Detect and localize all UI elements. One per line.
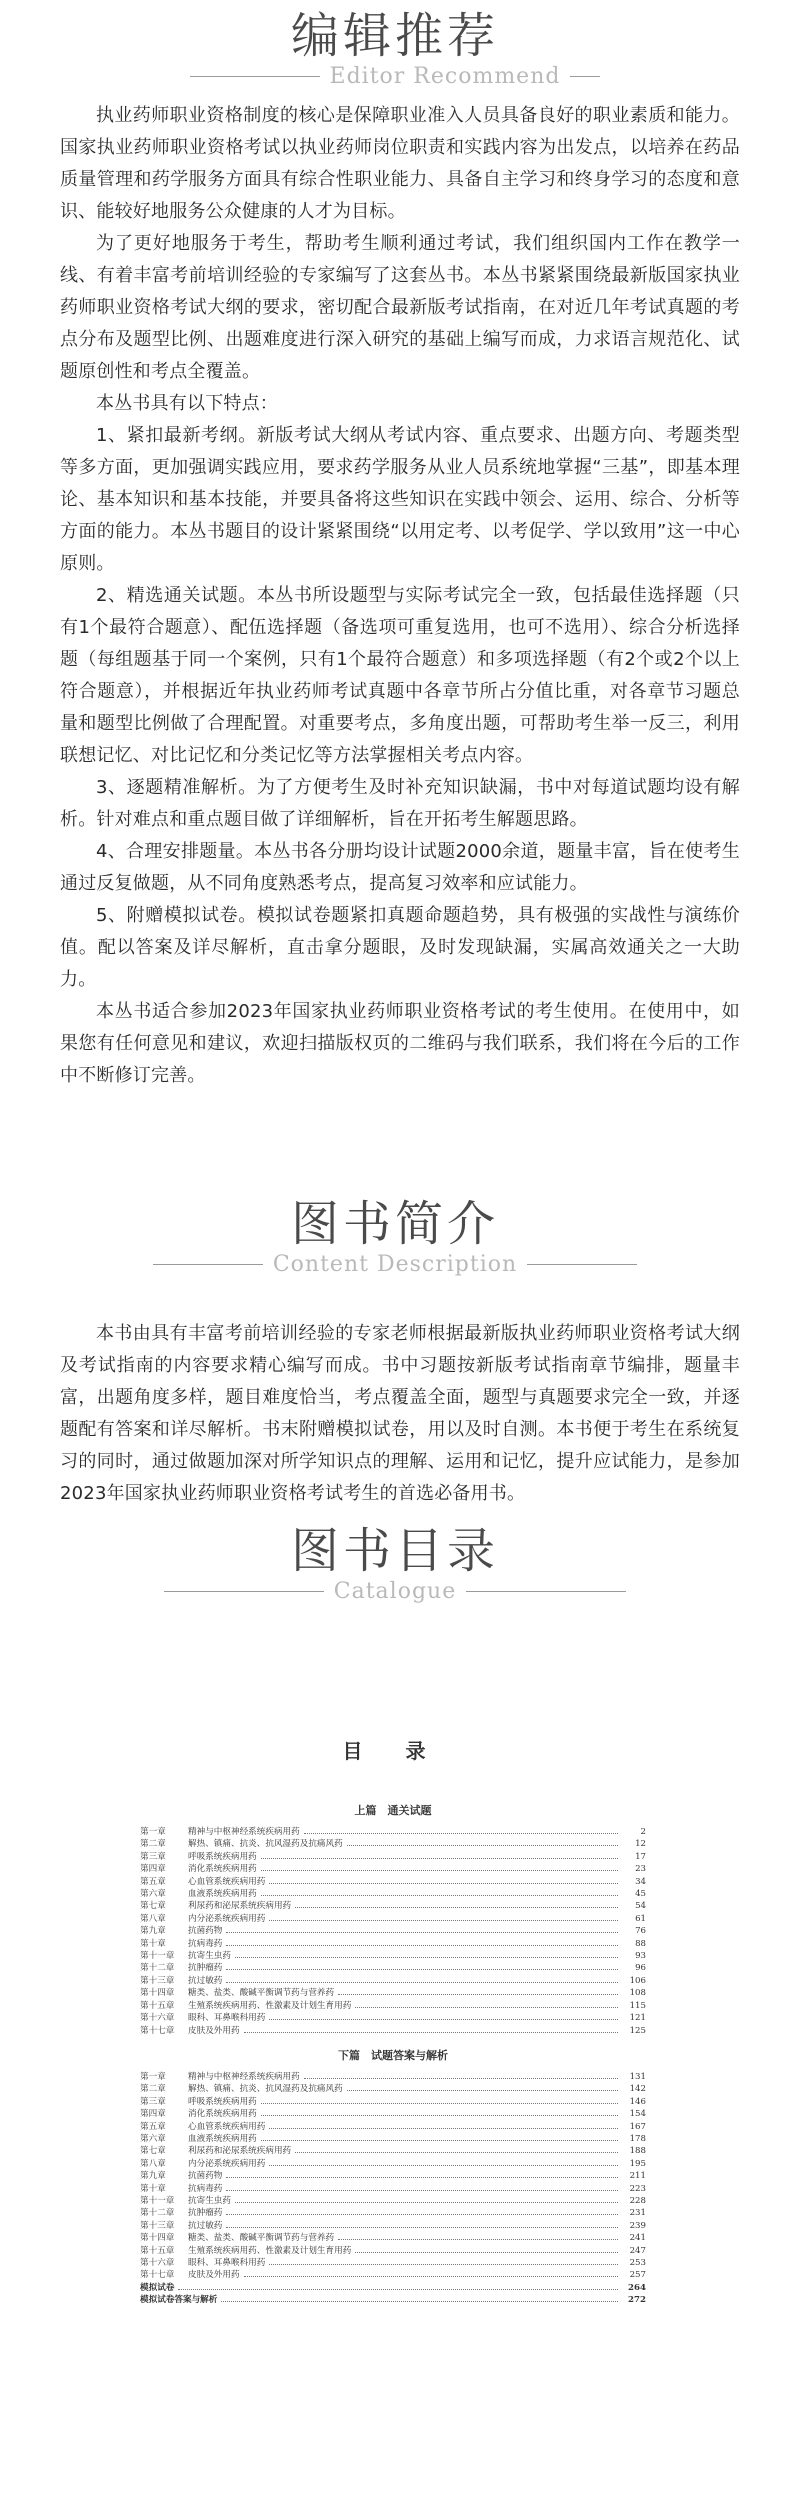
- toc-row: [140, 1888, 646, 1900]
- editor-paragraph: 4、合理安排题量。本丛书各分册均设计试题2000余道，题量丰富，旨在使考生通过反复做题，从不同角度熟悉考点，提高复习效率和应试能力。: [60, 841, 740, 894]
- toc-page-number: 195: [629, 2158, 646, 2169]
- toc-chapter-number: 第九章: [140, 1926, 166, 1937]
- toc-page-number: 93: [635, 1951, 646, 1962]
- toc-row: [140, 2012, 646, 2024]
- toc-chapter-name: 心血管系统疾病用药: [188, 2121, 266, 2132]
- toc-chapter-number: 第十三章: [140, 1975, 175, 1986]
- toc-leader-dots: [295, 1906, 618, 1908]
- toc-page-number: 115: [629, 2000, 646, 2011]
- toc-leader-dots: [261, 1869, 618, 1871]
- toc-leader-dots: [261, 1894, 618, 1896]
- toc-leader-dots: [178, 2288, 618, 2290]
- toc-row: [140, 1851, 646, 1863]
- toc-leader-dots: [226, 1968, 618, 1970]
- toc-chapter-number: 第七章: [140, 1901, 166, 1912]
- toc-leader-dots: [269, 1919, 618, 1921]
- toc-page-number: 247: [629, 2245, 646, 2256]
- toc-row: [140, 1876, 646, 1888]
- toc-chapter-name: 眼科、耳鼻喉科用药: [188, 2013, 266, 2024]
- toc-chapter-number: 第一章: [140, 1827, 166, 1837]
- toc-chapter-name: 解热、镇痛、抗炎、抗风湿药及抗痛风药: [188, 1839, 343, 1850]
- catalogue-heading: [0, 1523, 790, 1604]
- toc-row: [140, 1962, 646, 1974]
- editor-paragraph: 3、逐题精准解析。为了方便考生及时补充知识缺漏，书中对每道试题均设有解析。针对难点和重点题目做了详细解析，旨在开拓考生解题思路。: [60, 777, 740, 830]
- toc-row: [140, 2145, 646, 2157]
- toc-page-number: 34: [635, 1876, 646, 1887]
- toc-leader-dots: [261, 1857, 618, 1859]
- toc-page-number: 188: [629, 2146, 646, 2157]
- toc-page-number: 12: [635, 1839, 646, 1850]
- toc-row: [140, 2000, 646, 2012]
- toc-row: [140, 2183, 646, 2195]
- toc-page-number: 228: [629, 2195, 646, 2206]
- toc-row: [140, 1863, 646, 1875]
- toc-chapter-number: 第六章: [140, 2133, 166, 2144]
- toc-leader-dots: [269, 2018, 618, 2020]
- toc-row: [140, 2245, 646, 2257]
- editor-heading: [0, 8, 790, 89]
- toc-leader-dots: [226, 2189, 618, 2191]
- toc-chapter-name: 消化系统疾病用药: [188, 2109, 257, 2120]
- toc-page-number: 76: [635, 1926, 646, 1937]
- toc-chapter-number: 第四章: [140, 1864, 166, 1875]
- toc-row: [140, 2282, 646, 2294]
- heading-rule-left: [153, 1264, 263, 1265]
- toc-chapter-name: 糖类、盐类、酸碱平衡调节药与营养药: [188, 2233, 335, 2244]
- toc-row: [140, 1900, 646, 1912]
- toc-chapter-name: 抗肿瘤药: [188, 1963, 223, 1974]
- toc-chapter-number: 第六章: [140, 1889, 166, 1900]
- toc-chapter-name: 利尿药和泌尿系统疾病用药: [188, 2146, 292, 2157]
- toc-leader-dots: [261, 2139, 618, 2141]
- toc-chapter-name: 抗菌药物: [188, 2171, 223, 2182]
- toc-row: [140, 2025, 646, 2037]
- toc-leader-dots: [244, 2275, 618, 2277]
- toc-leader-dots: [221, 2300, 618, 2302]
- toc-leader-dots: [261, 2114, 618, 2116]
- toc-leader-dots: [261, 2102, 618, 2104]
- toc-chapter-name: 眼科、耳鼻喉科用药: [188, 2258, 266, 2268]
- toc-chapter-number: 第十一章: [140, 1951, 175, 1962]
- toc-row: [140, 2071, 646, 2083]
- toc-leader-dots: [269, 1882, 618, 1884]
- toc-chapter-name: 抗肿瘤药: [188, 2208, 223, 2219]
- toc-leader-dots: [226, 1944, 618, 1946]
- toc-chapter-name: 内分泌系统疾病用药: [188, 1913, 266, 1924]
- toc-leader-dots: [355, 2006, 618, 2008]
- toc-chapter-number: 第十四章: [140, 1988, 175, 1999]
- toc-page-number: 146: [629, 2096, 646, 2107]
- editor-paragraph: 2、精选通关试题。本丛书所设题型与实际考试完全一致，包括最佳选择题（只有1个最符合题意）、配伍选择题（备选项可重复选用，也可不选用）、综合分析选择题（每组题基于同一个案例，只有1个最符合题意）和多项选择题（有2个或2个以上符合题意），并根据近年执业药师考试真题中各章节所占分值比重，对各章节习题总量和题型比例做了合理配置。对重要考点，多角度出题，可帮助考生举一反三，利用联想记忆、对比记忆和分类记忆等方法掌握相关考点内容。: [60, 585, 740, 766]
- toc-page-number: 96: [635, 1963, 646, 1974]
- toc-leader-dots: [269, 2127, 618, 2129]
- toc-row: [140, 2195, 646, 2207]
- editor-paragraph: 1、紧扣最新考纲。新版考试大纲从考试内容、重点要求、出题方向、考题类型等多方面，更加强调实践应用，要求药学服务从业人员系统地掌握“三基”，即基本理论、基本知识和基本技能，并要具备将这些知识在实践中领会、运用、综合、分析等方面的能力。本丛书题目的设计紧紧围绕“以用定考、以考促学、学以致用”这一中心原则。: [60, 425, 740, 574]
- toc-chapter-name: 心血管系统疾病用药: [188, 1876, 266, 1887]
- toc-chapter-name: 皮肤及外用药: [188, 2270, 240, 2281]
- toc-chapter-number: 第二章: [140, 2084, 166, 2095]
- toc-row: [140, 2232, 646, 2244]
- toc-leader-dots: [235, 1956, 618, 1958]
- editor-paragraph: 5、附赠模拟试卷。模拟试卷题紧扣真题命题趋势，具有极强的实战性与演练价值。配以答案及详尽解析，直击拿分题眼，及时发现缺漏，实属高效通关之一大助力。: [60, 905, 740, 990]
- toc-chapter-number: 第十七章: [140, 2270, 175, 2281]
- toc-chapter-name: 血液系统疾病用药: [188, 1889, 257, 1900]
- toc-leader-dots: [338, 1993, 618, 1995]
- editor-paragraph: 为了更好地服务于考生，帮助考生顺利通过考试，我们组织国内工作在教学一线、有着丰富考前培训经验的专家编写了这套丛书。本丛书紧紧围绕最新版国家执业药师职业资格考试大纲的要求，密切配合最新版考试指南，在对近几年考试真题的考点分布及题型比例、出题难度进行深入研究的基础上编写而成，力求语言规范化、试题原创性和考点全覆盖。: [60, 233, 740, 382]
- toc-page-number: 142: [629, 2084, 646, 2095]
- content-text: [60, 1318, 740, 1510]
- toc-chapter-number: 第十章: [140, 1938, 166, 1949]
- toc-chapter-number: 第十三章: [140, 2220, 175, 2231]
- toc-chapter-number: 第三章: [140, 2096, 166, 2107]
- toc-chapter-number: 第二章: [140, 1839, 166, 1850]
- toc-chapter-number: 第十二章: [140, 1963, 175, 1974]
- toc-title: 目 录: [342, 1739, 444, 1763]
- toc-chapter-name: 精神与中枢神经系统疾病用药: [188, 2071, 300, 2082]
- toc-row: [140, 2083, 646, 2095]
- toc-row: [140, 2294, 646, 2306]
- toc-chapter-number: 第四章: [140, 2109, 166, 2120]
- toc-chapter-number: 第十四章: [140, 2233, 175, 2244]
- toc-leader-dots: [347, 1844, 618, 1846]
- toc-page-number: 125: [629, 2025, 646, 2036]
- toc-chapter-name: 抗病毒药: [188, 1938, 223, 1949]
- toc-row: [140, 2096, 646, 2108]
- toc-row: [140, 2257, 646, 2269]
- toc-chapter-name: 抗菌药物: [188, 1926, 223, 1937]
- toc-chapter-name: 解热、镇痛、抗炎、抗风湿药及抗痛风药: [188, 2084, 343, 2095]
- toc-chapter-number: 第十五章: [140, 2000, 175, 2011]
- toc-chapter-number: 第一章: [140, 2071, 166, 2082]
- toc-row: [140, 1938, 646, 1950]
- toc-page-number: 108: [629, 1988, 646, 1999]
- content-heading-en: Content Description: [272, 1252, 518, 1277]
- toc-page-number: 257: [629, 2270, 646, 2281]
- heading-rule-left: [164, 1591, 324, 1592]
- toc-leader-dots: [295, 2151, 618, 2153]
- toc-row: [140, 2108, 646, 2120]
- toc-chapter-number: 第五章: [140, 1876, 166, 1887]
- toc-chapter-number: 第十六章: [140, 2013, 175, 2024]
- toc-chapter-number: 第十一章: [140, 2195, 175, 2206]
- toc-page-number: 231: [629, 2208, 646, 2219]
- toc-leader-dots: [226, 2176, 618, 2178]
- toc-chapter-name: 抗过敏药: [188, 1975, 223, 1986]
- heading-rule-right: [466, 1591, 626, 1592]
- toc-row: [140, 2220, 646, 2232]
- toc-row: [140, 2207, 646, 2219]
- toc-page-number: 88: [635, 1938, 646, 1949]
- toc-leader-dots: [244, 2031, 618, 2033]
- toc-chapter-name: 血液系统疾病用药: [188, 2133, 257, 2144]
- editor-heading-en: Editor Recommend: [329, 64, 561, 89]
- toc-page-number: 211: [629, 2171, 646, 2182]
- toc-body: [140, 1802, 646, 2307]
- toc-part-title: 上篇 通关试题: [354, 1804, 432, 1817]
- toc-page-number: 253: [629, 2258, 646, 2268]
- toc-leader-dots: [304, 1832, 618, 1834]
- toc-chapter-name: 生殖系统疾病用药、性激素及计划生育用药: [188, 2245, 352, 2256]
- toc-row: [140, 1950, 646, 1962]
- toc-chapter-number: 第七章: [140, 2146, 166, 2157]
- toc-row: [140, 2121, 646, 2133]
- table-of-contents: [140, 1735, 646, 2307]
- toc-chapter-number: 第十五章: [140, 2245, 175, 2256]
- toc-page-number: 17: [635, 1851, 646, 1862]
- toc-chapter-name: 消化系统疾病用药: [188, 1864, 257, 1875]
- toc-page-number: 61: [635, 1913, 646, 1924]
- toc-page-number: 106: [629, 1975, 646, 1986]
- toc-leader-dots: [304, 2077, 618, 2079]
- toc-page-number: 272: [628, 2295, 646, 2306]
- toc-page-number: 167: [629, 2121, 646, 2132]
- toc-chapter-name: 呼吸系统疾病用药: [188, 2096, 257, 2107]
- toc-row: [140, 1925, 646, 1937]
- content-heading: [0, 1196, 790, 1277]
- heading-rule-right: [527, 1264, 637, 1265]
- toc-page-number: 131: [629, 2071, 646, 2082]
- toc-chapter-name: 抗寄生虫药: [188, 2195, 231, 2206]
- toc-page-number: 2: [640, 1827, 646, 1837]
- toc-row: [140, 2170, 646, 2182]
- toc-page-number: 45: [635, 1889, 646, 1900]
- toc-leader-dots: [226, 2226, 618, 2228]
- editor-paragraph: 执业药师职业资格制度的核心是保障职业准入人员具备良好的职业素质和能力。国家执业药师职业资格考试以执业药师岗位职责和实践内容为出发点，以培养在药品质量管理和药学服务方面具有综合性职业能力、具备自主学习和终身学习的态度和意识、能较好地服务公众健康的人才为目标。: [60, 105, 740, 222]
- toc-chapter-name: 糖类、盐类、酸碱平衡调节药与营养药: [188, 1988, 335, 1999]
- toc-chapter-name: 利尿药和泌尿系统疾病用药: [188, 1901, 292, 1912]
- toc-row: [140, 2269, 646, 2281]
- toc-row: [140, 1975, 646, 1987]
- toc-chapter-name: 皮肤及外用药: [188, 2025, 240, 2036]
- toc-leader-dots: [347, 2089, 618, 2091]
- toc-leader-dots: [338, 2238, 618, 2240]
- toc-row: [140, 1826, 646, 1838]
- toc-page-number: 241: [629, 2233, 646, 2244]
- editor-paragraph: 本丛书适合参加2023年国家执业药师职业资格考试的考生使用。在使用中，如果您有任何意见和建议，欢迎扫描版权页的二维码与我们联系，我们将在今后的工作中不断修订完善。: [60, 1001, 740, 1086]
- toc-chapter-number: 第五章: [140, 2121, 166, 2132]
- toc-row: [140, 1838, 646, 1850]
- toc-row: [140, 2133, 646, 2145]
- toc-chapter-name: 模拟试卷: [140, 2282, 175, 2293]
- toc-chapter-name: 抗病毒药: [188, 2183, 223, 2194]
- toc-chapter-number: 第十七章: [140, 2025, 175, 2036]
- editor-paragraph: 本丛书具有以下特点：: [96, 393, 278, 414]
- toc-chapter-name: 生殖系统疾病用药、性激素及计划生育用药: [188, 2000, 352, 2011]
- toc-leader-dots: [226, 1981, 618, 1983]
- toc-page-number: 154: [629, 2109, 646, 2120]
- toc-page-number: 121: [629, 2013, 646, 2024]
- content-paragraph: 本书由具有丰富考前培训经验的专家老师根据最新版执业药师职业资格考试大纲及考试指南的内容要求精心编写而成。书中习题按新版考试指南章节编排，题量丰富，出题角度多样，题目难度恰当，考点覆盖全面，题型与真题要求完全一致，并逐题配有答案和详尽解析。书末附赠模拟试卷，用以及时自测。本书便于考生在系统复习的同时，通过做题加深对所学知识点的理解、运用和记忆，提升应试能力，是参加2023年国家执业药师职业资格考试考生的首选必备用书。: [60, 1323, 740, 1504]
- toc-page-number: 23: [635, 1864, 646, 1875]
- toc-chapter-name: 精神与中枢神经系统疾病用药: [188, 1827, 300, 1837]
- catalogue-heading-en: Catalogue: [333, 1579, 457, 1604]
- toc-page-number: 178: [629, 2133, 646, 2144]
- toc-leader-dots: [235, 2201, 618, 2203]
- content-heading-cn: 图书简介: [290, 1196, 499, 1252]
- toc-page-number: 264: [628, 2282, 646, 2293]
- editor-text: [60, 100, 740, 1092]
- heading-rule-left: [190, 76, 320, 77]
- toc-chapter-name: 内分泌系统疾病用药: [188, 2158, 266, 2169]
- toc-chapter-number: 第八章: [140, 2158, 166, 2169]
- toc-chapter-number: 第十章: [140, 2183, 166, 2194]
- toc-leader-dots: [226, 1931, 618, 1933]
- toc-chapter-name: 模拟试卷答案与解析: [140, 2295, 218, 2306]
- toc-row: [140, 2158, 646, 2170]
- toc-leader-dots: [269, 2263, 618, 2265]
- toc-chapter-number: 第九章: [140, 2171, 166, 2182]
- toc-row: [140, 1987, 646, 1999]
- toc-page-number: 223: [629, 2183, 646, 2194]
- heading-rule-right: [570, 76, 600, 77]
- toc-chapter-number: 第三章: [140, 1851, 166, 1862]
- toc-chapter-name: 呼吸系统疾病用药: [188, 1851, 257, 1862]
- editor-heading-cn: 编辑推荐: [290, 8, 499, 64]
- toc-leader-dots: [355, 2251, 618, 2253]
- toc-chapter-number: 第八章: [140, 1913, 166, 1924]
- toc-row: [140, 1913, 646, 1925]
- toc-page-number: 239: [629, 2220, 646, 2231]
- toc-leader-dots: [226, 2213, 618, 2215]
- toc-chapter-name: 抗过敏药: [188, 2220, 223, 2231]
- toc-chapter-number: 第十六章: [140, 2258, 175, 2268]
- toc-part-title: 下篇 试题答案与解析: [338, 2048, 448, 2062]
- toc-chapter-name: 抗寄生虫药: [188, 1951, 231, 1962]
- toc-leader-dots: [269, 2164, 618, 2166]
- catalogue-heading-cn: 图书目录: [290, 1523, 499, 1579]
- toc-page-number: 54: [635, 1901, 646, 1912]
- toc-chapter-number: 第十二章: [140, 2208, 175, 2219]
